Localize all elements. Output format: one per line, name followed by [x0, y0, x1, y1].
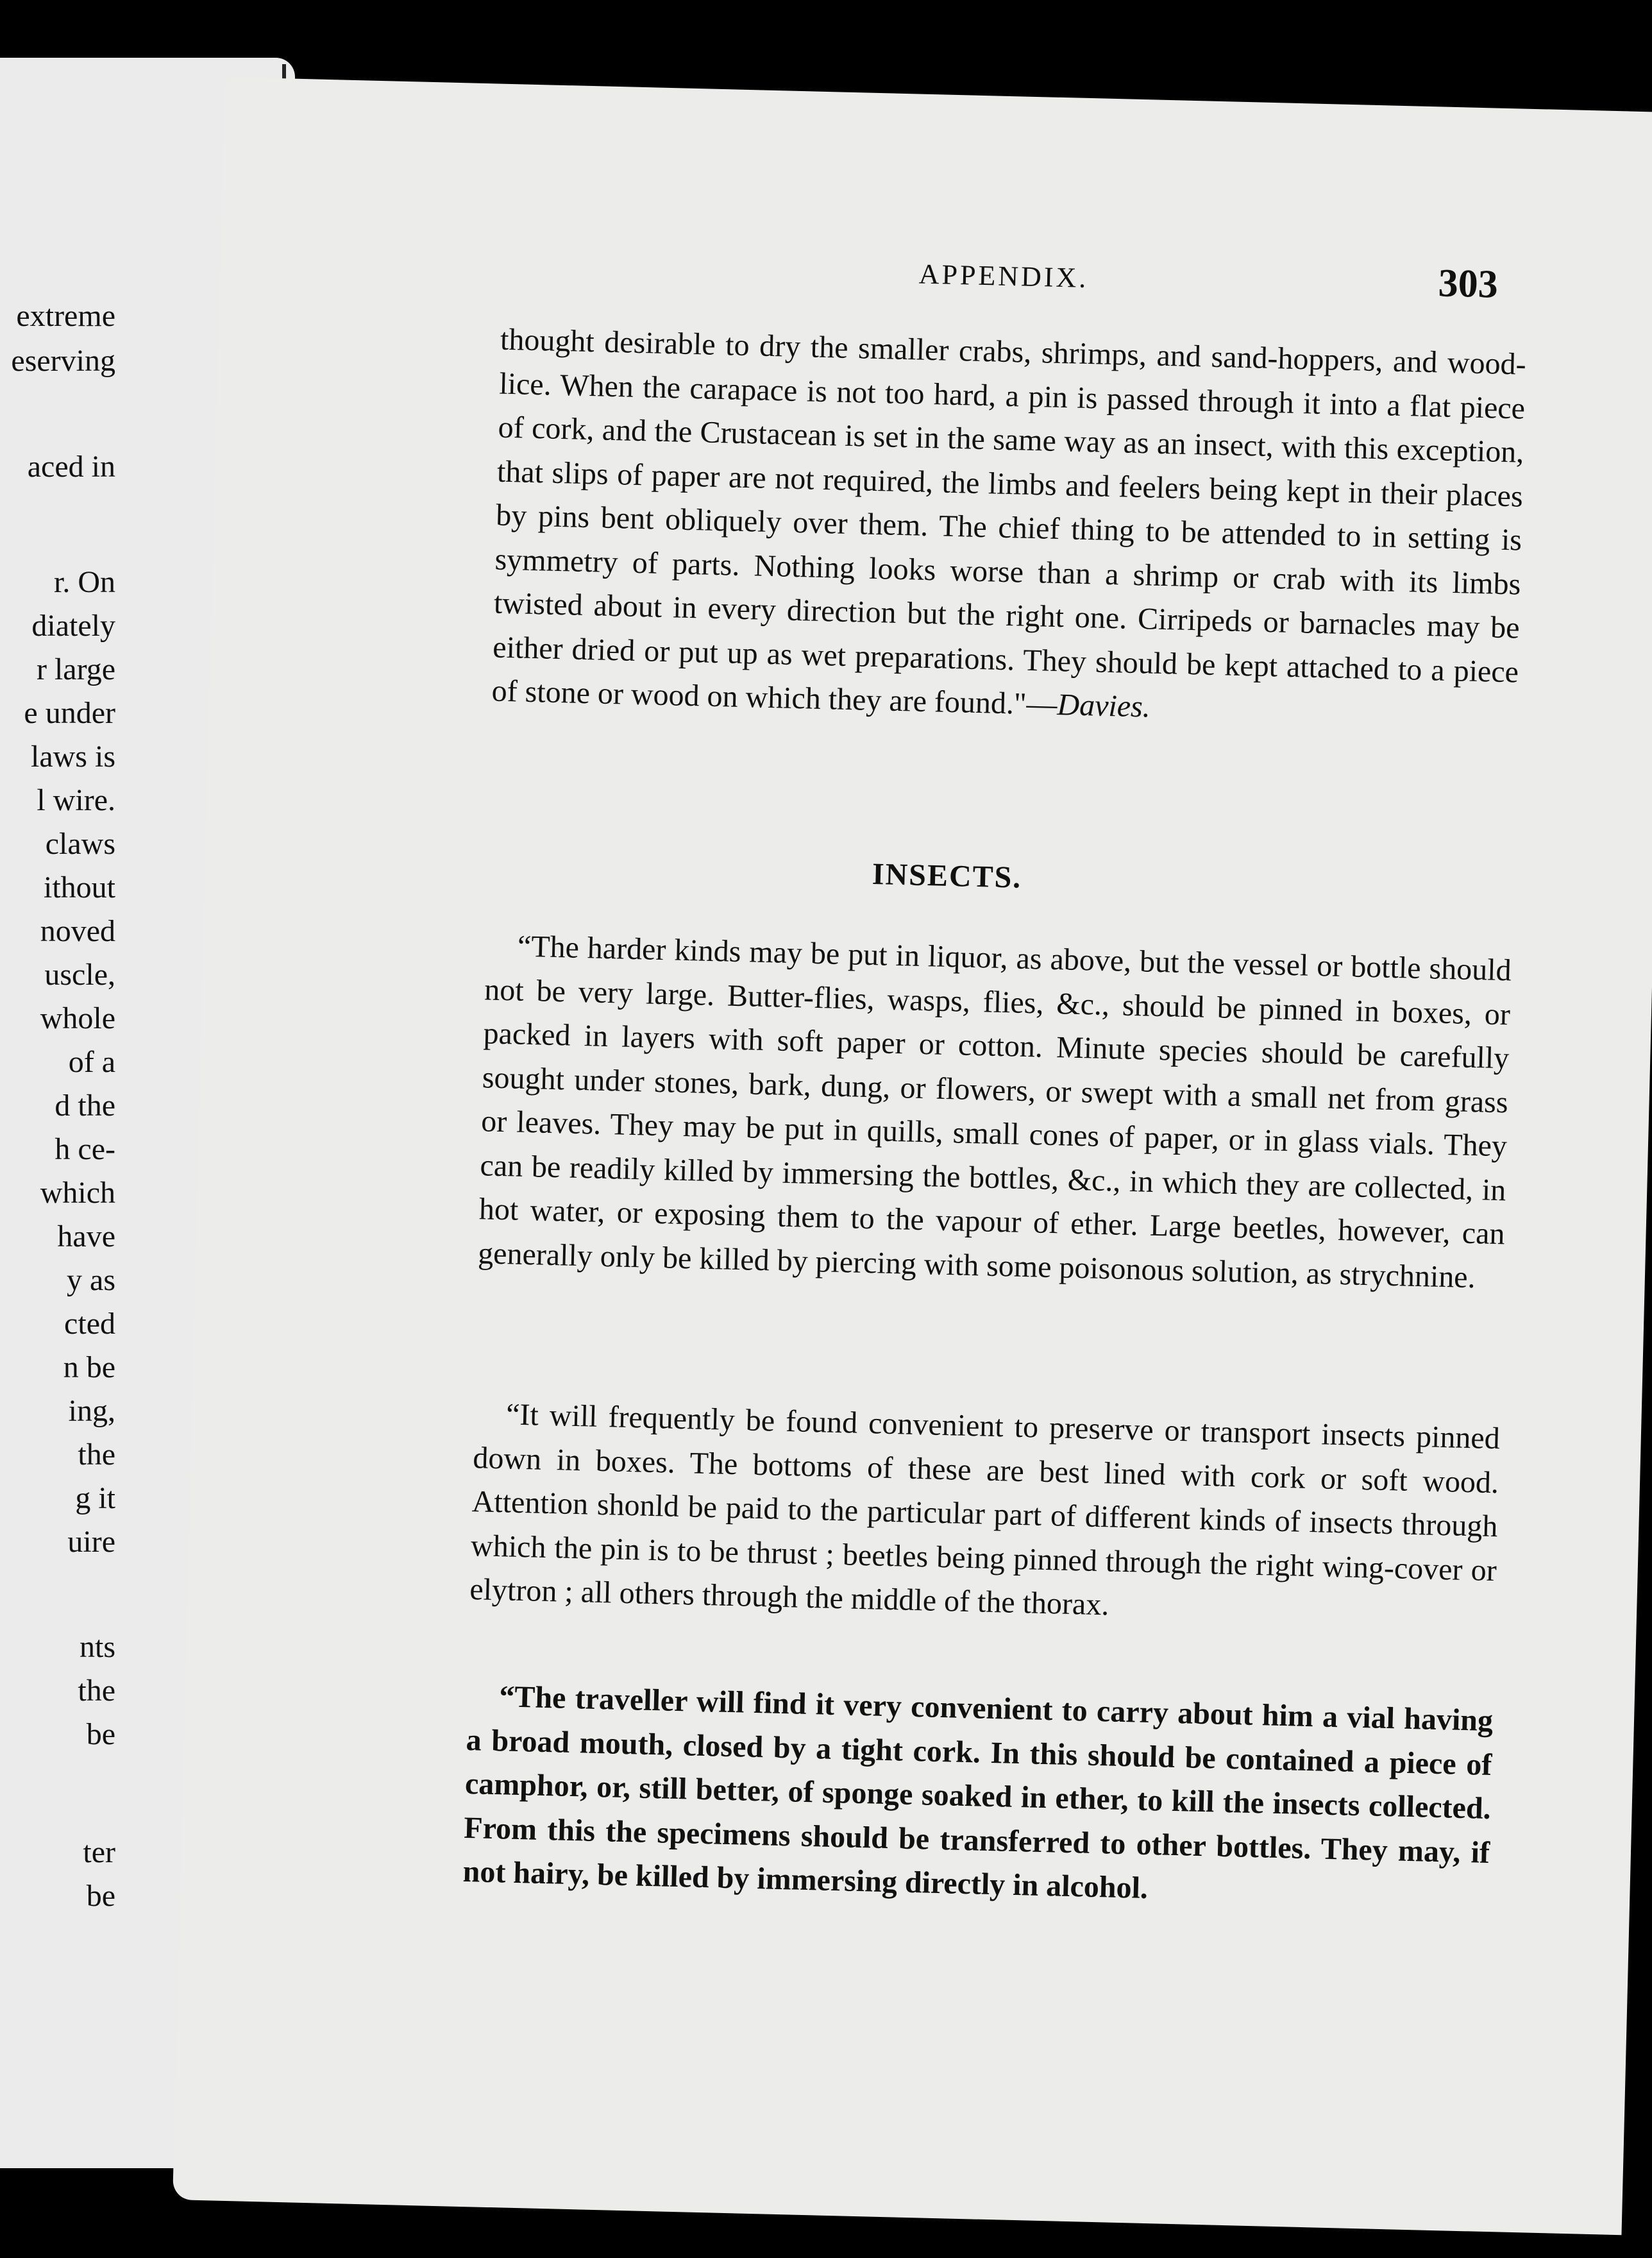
facing-page-fragment: have: [57, 1219, 115, 1253]
facing-page-fragment: y as: [67, 1263, 115, 1297]
section-heading: INSECTS.: [872, 857, 1022, 895]
facing-page-fragment: diately: [31, 609, 115, 643]
facing-page-fragment: aced in: [27, 450, 115, 484]
paragraph-crustacea: [491, 318, 1527, 738]
facing-page-fragment: ter: [83, 1835, 115, 1869]
facing-page-fragment: nts: [79, 1630, 115, 1664]
facing-page-fragment: the: [78, 1438, 115, 1472]
facing-page-fragment: claws: [45, 827, 115, 861]
facing-page-fragment: eserving: [11, 344, 115, 378]
facing-page-fragment: be: [86, 1717, 115, 1751]
facing-page-fragment: the: [78, 1674, 115, 1708]
paragraph-text: thought desirable to dry the smaller crabs, shrimps, and sand-hoppers, and wood-lice. When the carapace is not too hard, a pin is passed through it into a flat piece of cork, and the Crustacean is set in the same way as an insect, with this exception, that slips of paper are not required, the limbs and feelers being kept in their places by pins bent obliquely over them. The chief thing to be attended to in setting is symmetry of parts. Nothing looks worse than a shrimp or crab with its limbs twisted about in every direction but the right one. Cirripeds or barnacles may be either dried or put up as wet preparations. They should be kept attached to a piece of stone or wood on which they are found."—: [491, 322, 1527, 722]
paragraph-insects-liquor: [477, 924, 1512, 1300]
book-page: [173, 77, 1652, 2235]
facing-page-fragment: whole: [40, 1001, 115, 1035]
running-header: APPENDIX.: [918, 258, 1089, 294]
facing-page-fragment: of a: [68, 1045, 115, 1079]
facing-page-fragment: r large: [36, 652, 115, 686]
facing-page-fragment: r. On: [54, 565, 115, 599]
paragraph-insects-boxes: [469, 1392, 1501, 1636]
page-number: 303: [1437, 261, 1499, 307]
facing-page-fragment: uire: [67, 1525, 115, 1559]
facing-page-fragment: e under: [24, 696, 115, 730]
facing-page-fragment: ing,: [68, 1394, 115, 1428]
facing-page-fragment: be: [86, 1879, 115, 1913]
facing-page-fragment: noved: [40, 914, 115, 948]
facing-page-fragment: uscle,: [44, 958, 115, 992]
paragraph-traveller-vial: [462, 1674, 1494, 1919]
facing-page-fragment: g it: [75, 1481, 115, 1515]
facing-page-fragment: extreme: [16, 299, 115, 333]
facing-page-fragment: ithout: [43, 870, 115, 904]
facing-page-fragment: laws is: [31, 740, 115, 774]
facing-page-fragment: h ce-: [55, 1132, 115, 1166]
attribution: Davies.: [1056, 688, 1151, 724]
facing-page-fragment: which: [40, 1176, 115, 1210]
facing-page-fragment: l wire.: [37, 783, 115, 817]
paragraph-text: “It will frequently be found convenient to preserve or transport insects pinned down in boxes. The bottoms of these are best lined with cork or soft wood. Attention shonld be paid to the particular part of different kinds of insects through which the pin is to be thrust ; beetles being pinned through the right wing-cover or elytron ; all others through the middle of the thorax.: [469, 1397, 1501, 1622]
facing-page-fragment: d the: [55, 1089, 115, 1123]
facing-page-fragment: n be: [63, 1350, 115, 1384]
facing-page-fragment: cted: [64, 1307, 115, 1341]
paragraph-text: “The traveller will find it very convenient to carry about him a vial having a broad mouth, closed by a tight cork. In this should be contained a piece of camphor, or, still better, of sponge soaked in ether, to kill the insects collected. From this the specimens should be transferred to other bottles. They may, if not hairy, be killed by immersing directly in alcohol.: [462, 1679, 1494, 1906]
paragraph-text: “The harder kinds may be put in liquor, as above, but the vessel or bottle should not be very large. Butter-flies, wasps, flies, &c., should be pinned in boxes, or packed in layers with soft paper or cotton. Minute species should be carefully sought under stones, bark, dung, or flowers, or swept with a small net from grass or leaves. They may be put in quills, small cones of paper, or in glass vials. They can be readily killed by immersing the bottles, &c., in which they are collected, in hot water, or exposing them to the vapour of ether. Large beetles, however, can generally only be killed by piercing with some poisonous solution, as strychnine.: [477, 929, 1512, 1295]
